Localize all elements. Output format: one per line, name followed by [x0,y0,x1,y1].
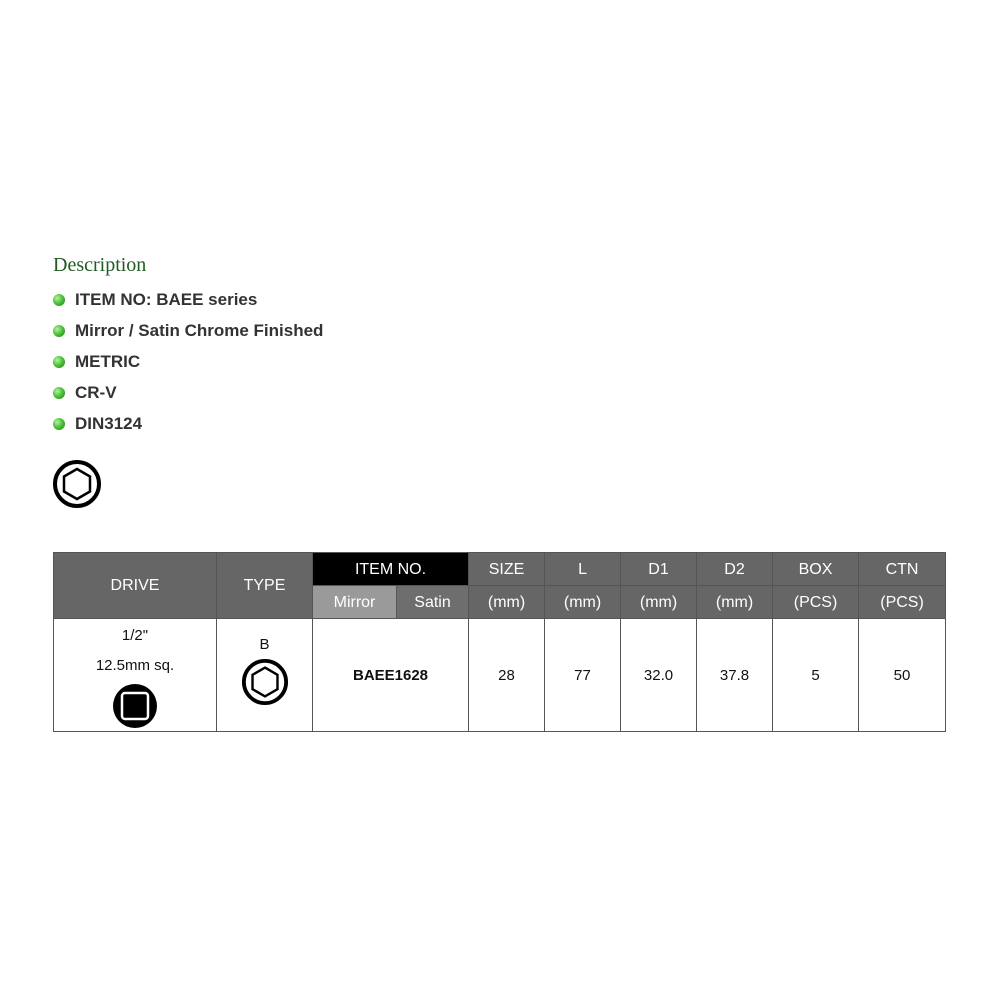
header-box: BOX [773,553,859,586]
header-d1-unit: (mm) [621,586,697,619]
header-drive: DRIVE [54,553,217,619]
cell-size: 28 [469,619,545,732]
cell-item-no: BAEE1628 [313,619,469,732]
list-item [53,408,323,439]
cell-l: 77 [545,619,621,732]
cell-box: 5 [773,619,859,732]
header-d1: D1 [621,553,697,586]
header-l: L [545,553,621,586]
header-ctn: CTN [859,553,946,586]
cell-drive [54,619,217,732]
bullet-text: CR-V [75,382,117,402]
header-type: TYPE [217,553,313,619]
header-size: SIZE [469,553,545,586]
hexagon-icon [241,658,289,706]
drive-metric: 12.5mm sq. [95,657,175,674]
cell-type [217,619,313,732]
list-item [53,315,323,346]
green-dot-icon [53,418,65,430]
drive-size: 1/2" [121,627,149,644]
list-item [53,377,323,408]
bullet-text: ITEM NO: BAEE series [75,289,258,309]
spec-table [53,552,946,732]
hexagon-icon [52,459,102,509]
header-d2-unit: (mm) [697,586,773,619]
header-box-unit: (PCS) [773,586,859,619]
header-item-no: ITEM NO. [313,553,469,586]
header-satin: Satin [397,586,469,619]
cell-ctn: 50 [859,619,946,732]
description-list [53,284,323,439]
header-ctn-unit: (PCS) [859,586,946,619]
green-dot-icon [53,356,65,368]
cell-d2: 37.8 [697,619,773,732]
list-item [53,284,323,315]
header-mirror: Mirror [313,586,397,619]
green-dot-icon [53,387,65,399]
green-dot-icon [53,294,65,306]
table-row [54,619,946,732]
green-dot-icon [53,325,65,337]
header-size-unit: (mm) [469,586,545,619]
bullet-text: DIN3124 [75,413,143,433]
type-letter: B [259,636,270,653]
header-l-unit: (mm) [545,586,621,619]
header-d2: D2 [697,553,773,586]
square-drive-icon [112,683,158,729]
description-title: Description [53,254,147,276]
bullet-text: Mirror / Satin Chrome Finished [75,320,324,340]
cell-d1: 32.0 [621,619,697,732]
bullet-text: METRIC [75,351,141,371]
list-item [53,346,323,377]
